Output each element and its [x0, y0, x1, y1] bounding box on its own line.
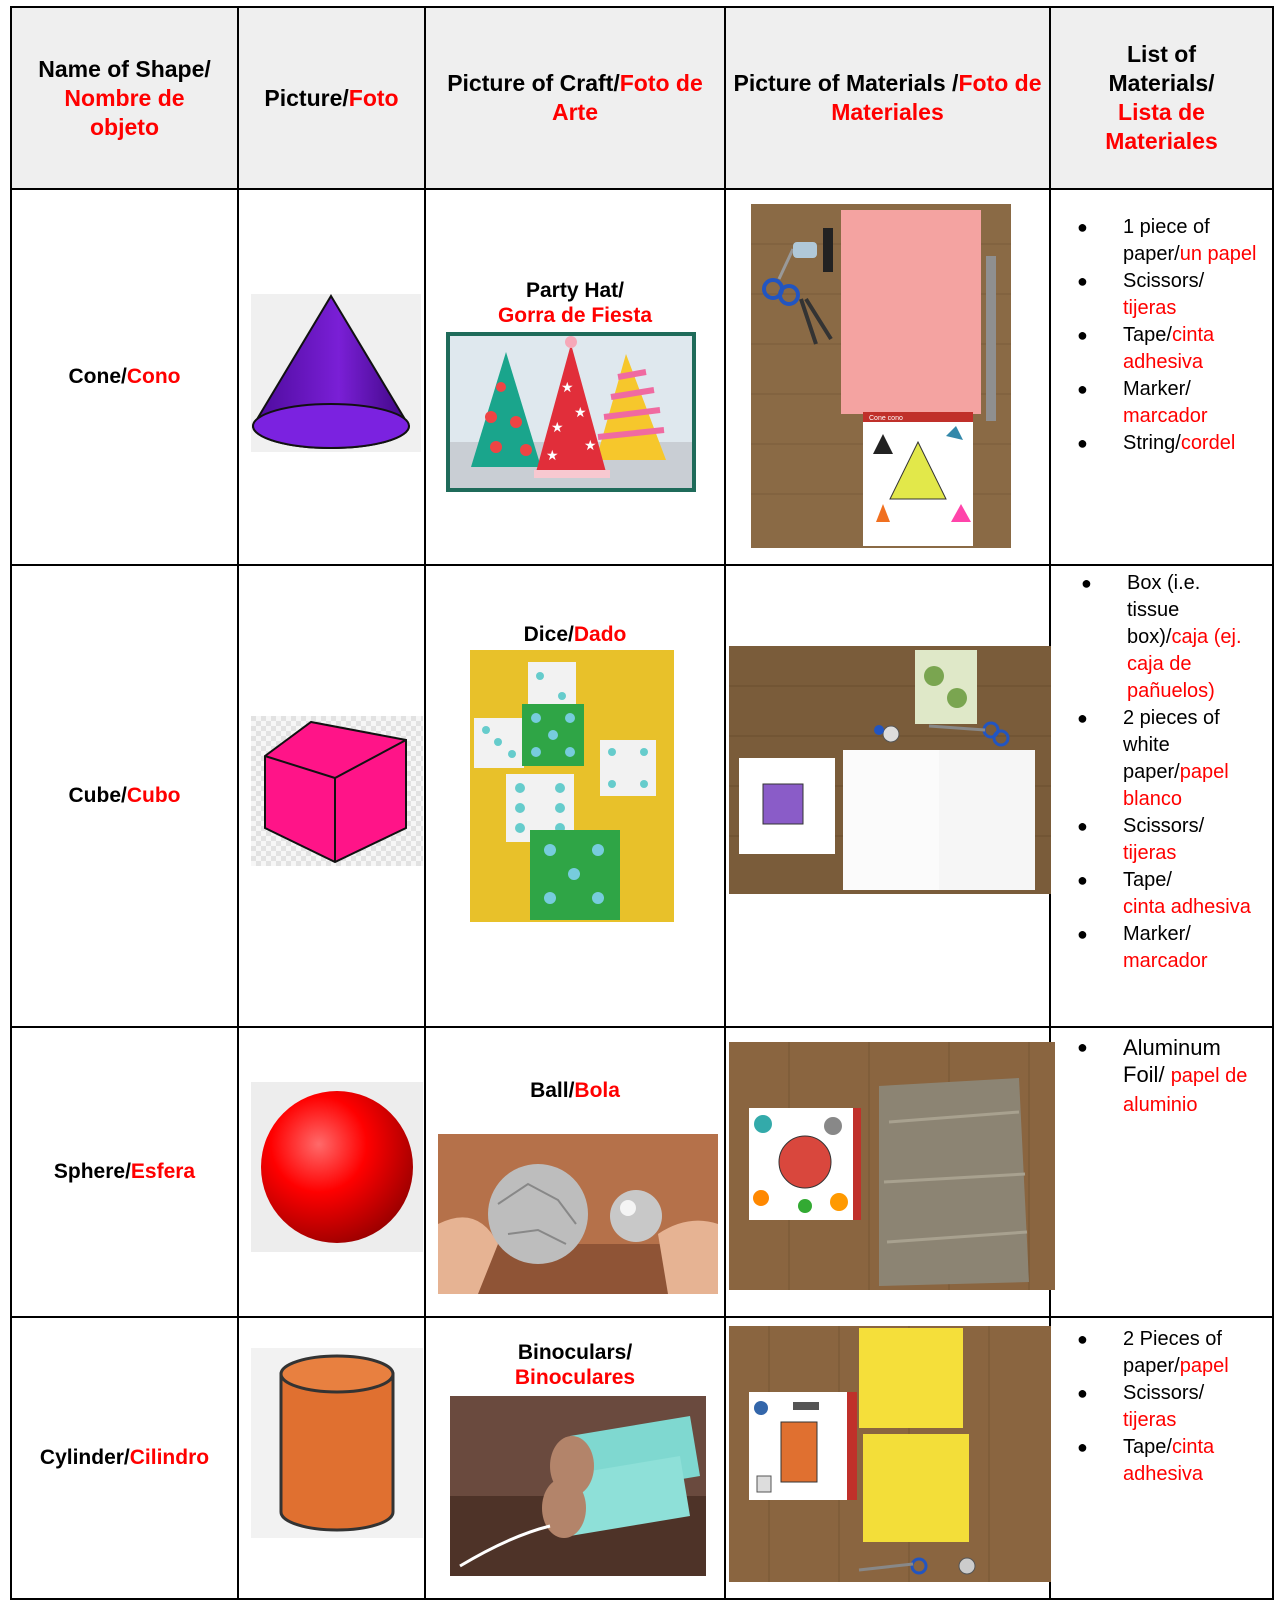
materials-list	[1077, 570, 1272, 975]
shape-picture-cell	[238, 565, 425, 1027]
header-list-of-materials	[1050, 7, 1273, 189]
shape-name-en: Sphere/	[53, 1160, 131, 1183]
shape-name-cell	[11, 1317, 238, 1599]
dice-photo	[470, 650, 674, 922]
header-text-en: Picture/	[264, 84, 349, 111]
list-item: ● 1 piece of paper/un papel	[1077, 216, 1257, 265]
ball-photo	[438, 1134, 718, 1294]
svg-text:★: ★	[584, 437, 597, 453]
header-picture	[238, 7, 425, 189]
materials-photo-cube	[729, 646, 1051, 894]
list-item: ● Tape/ cinta adhesiva	[1077, 869, 1251, 918]
craft-title-es: Gorra de Fiesta	[497, 304, 653, 327]
table-row-cube	[11, 565, 1273, 1027]
binoculars-photo	[450, 1396, 706, 1576]
craft-title-en: Binoculars/	[517, 1341, 633, 1364]
list-item: ● Marker/ marcador	[1077, 923, 1208, 972]
list-item: ● Scissors/ tijeras	[1077, 815, 1205, 864]
list-item: ● Scissors/ tijeras	[1077, 270, 1205, 319]
craft-cell	[425, 189, 725, 565]
header-text-en: Name of Shape/	[38, 55, 211, 82]
materials-photo-sphere	[729, 1042, 1055, 1290]
header-text-es: Lista de Materiales	[1105, 99, 1218, 154]
craft-title-es: Dado	[573, 623, 627, 646]
cone-picture	[251, 294, 421, 452]
list-item: ● String/cordel	[1077, 432, 1236, 454]
header-text-es: Foto de Materiales	[831, 70, 1042, 125]
table-row-sphere	[11, 1027, 1273, 1317]
craft-cell	[425, 1317, 725, 1599]
shape-name-es: Cono	[126, 365, 181, 388]
header-text-en: Picture of Materials /	[733, 70, 959, 96]
shape-name-en: Cube/	[68, 784, 127, 807]
svg-text:★: ★	[551, 419, 564, 435]
craft-title-en: Dice/	[523, 623, 574, 646]
materials-photo-cell	[725, 1317, 1050, 1599]
materials-photo-cell	[725, 189, 1050, 565]
table-row-cylinder	[11, 1317, 1273, 1599]
list-item: ● Tape/cinta adhesiva	[1077, 1436, 1215, 1485]
materials-list	[1077, 1034, 1272, 1119]
list-item: ● Box (i.e. tissue box)/caja (ej. caja de pañuelos)	[1081, 572, 1242, 702]
materials-list	[1077, 214, 1272, 457]
craft-title-en: Party Hat/	[525, 279, 625, 302]
list-item: ● Tape/cinta adhesiva	[1077, 324, 1215, 373]
shapes-table	[10, 6, 1274, 1600]
materials-photo-cell	[725, 1027, 1050, 1317]
table-row-cone	[11, 189, 1273, 565]
header-text-es: Foto	[348, 84, 399, 111]
header-text-es: Foto de Arte	[551, 70, 703, 125]
materials-list-cell	[1050, 189, 1273, 565]
shape-picture-cell	[238, 1027, 425, 1317]
list-item: ● 2 pieces of white paper/papel blanco	[1077, 707, 1229, 810]
shape-name-es: Esfera	[130, 1160, 196, 1183]
craft-cell	[425, 565, 725, 1027]
materials-list-cell	[1050, 1317, 1273, 1599]
cube-picture	[251, 716, 423, 866]
shape-picture-cell	[238, 189, 425, 565]
list-item: ● 2 Pieces of paper/papel	[1077, 1328, 1229, 1377]
header-picture-of-materials	[725, 7, 1050, 189]
list-item: ● Aluminum Foil/ papel de aluminio	[1077, 1035, 1248, 1116]
shape-name-cell	[11, 189, 238, 565]
shape-name-en: Cone/	[68, 365, 127, 388]
shape-name-cell	[11, 565, 238, 1027]
sphere-picture	[251, 1082, 423, 1252]
header-text-en: Picture of Craft/	[447, 70, 620, 96]
materials-photo-cone	[751, 204, 1011, 548]
header-name-of-shape	[11, 7, 238, 189]
materials-photo-cell	[725, 565, 1050, 1027]
worksheet-label: Cone cono	[869, 415, 903, 422]
craft-title-es: Bola	[574, 1079, 620, 1102]
craft-cell	[425, 1027, 725, 1317]
shape-name-es: Cilindro	[129, 1446, 210, 1469]
shape-picture-cell	[238, 1317, 425, 1599]
materials-list-cell	[1050, 1027, 1273, 1317]
svg-text:★: ★	[574, 404, 587, 420]
header-text-es: Nombre de objeto	[64, 84, 185, 140]
header-text-en: List of Materials/	[1108, 41, 1215, 96]
shape-name-es: Cubo	[126, 784, 181, 807]
header-row	[11, 7, 1273, 189]
list-item: ● Marker/ marcador	[1077, 378, 1208, 427]
materials-list	[1077, 1326, 1272, 1488]
party-hat-photo	[446, 332, 696, 492]
list-item: ● Scissors/ tijeras	[1077, 1382, 1205, 1431]
shape-name-cell	[11, 1027, 238, 1317]
craft-title-es: Binoculares	[514, 1366, 636, 1389]
page	[10, 6, 1274, 1600]
materials-list-cell	[1050, 565, 1273, 1027]
shape-name-en: Cylinder/	[39, 1446, 130, 1469]
craft-title-en: Ball/	[530, 1079, 575, 1102]
svg-text:★: ★	[561, 379, 574, 395]
header-picture-of-craft	[425, 7, 725, 189]
materials-photo-cylinder	[729, 1326, 1051, 1582]
cylinder-picture	[251, 1348, 423, 1538]
svg-text:★: ★	[546, 447, 559, 463]
